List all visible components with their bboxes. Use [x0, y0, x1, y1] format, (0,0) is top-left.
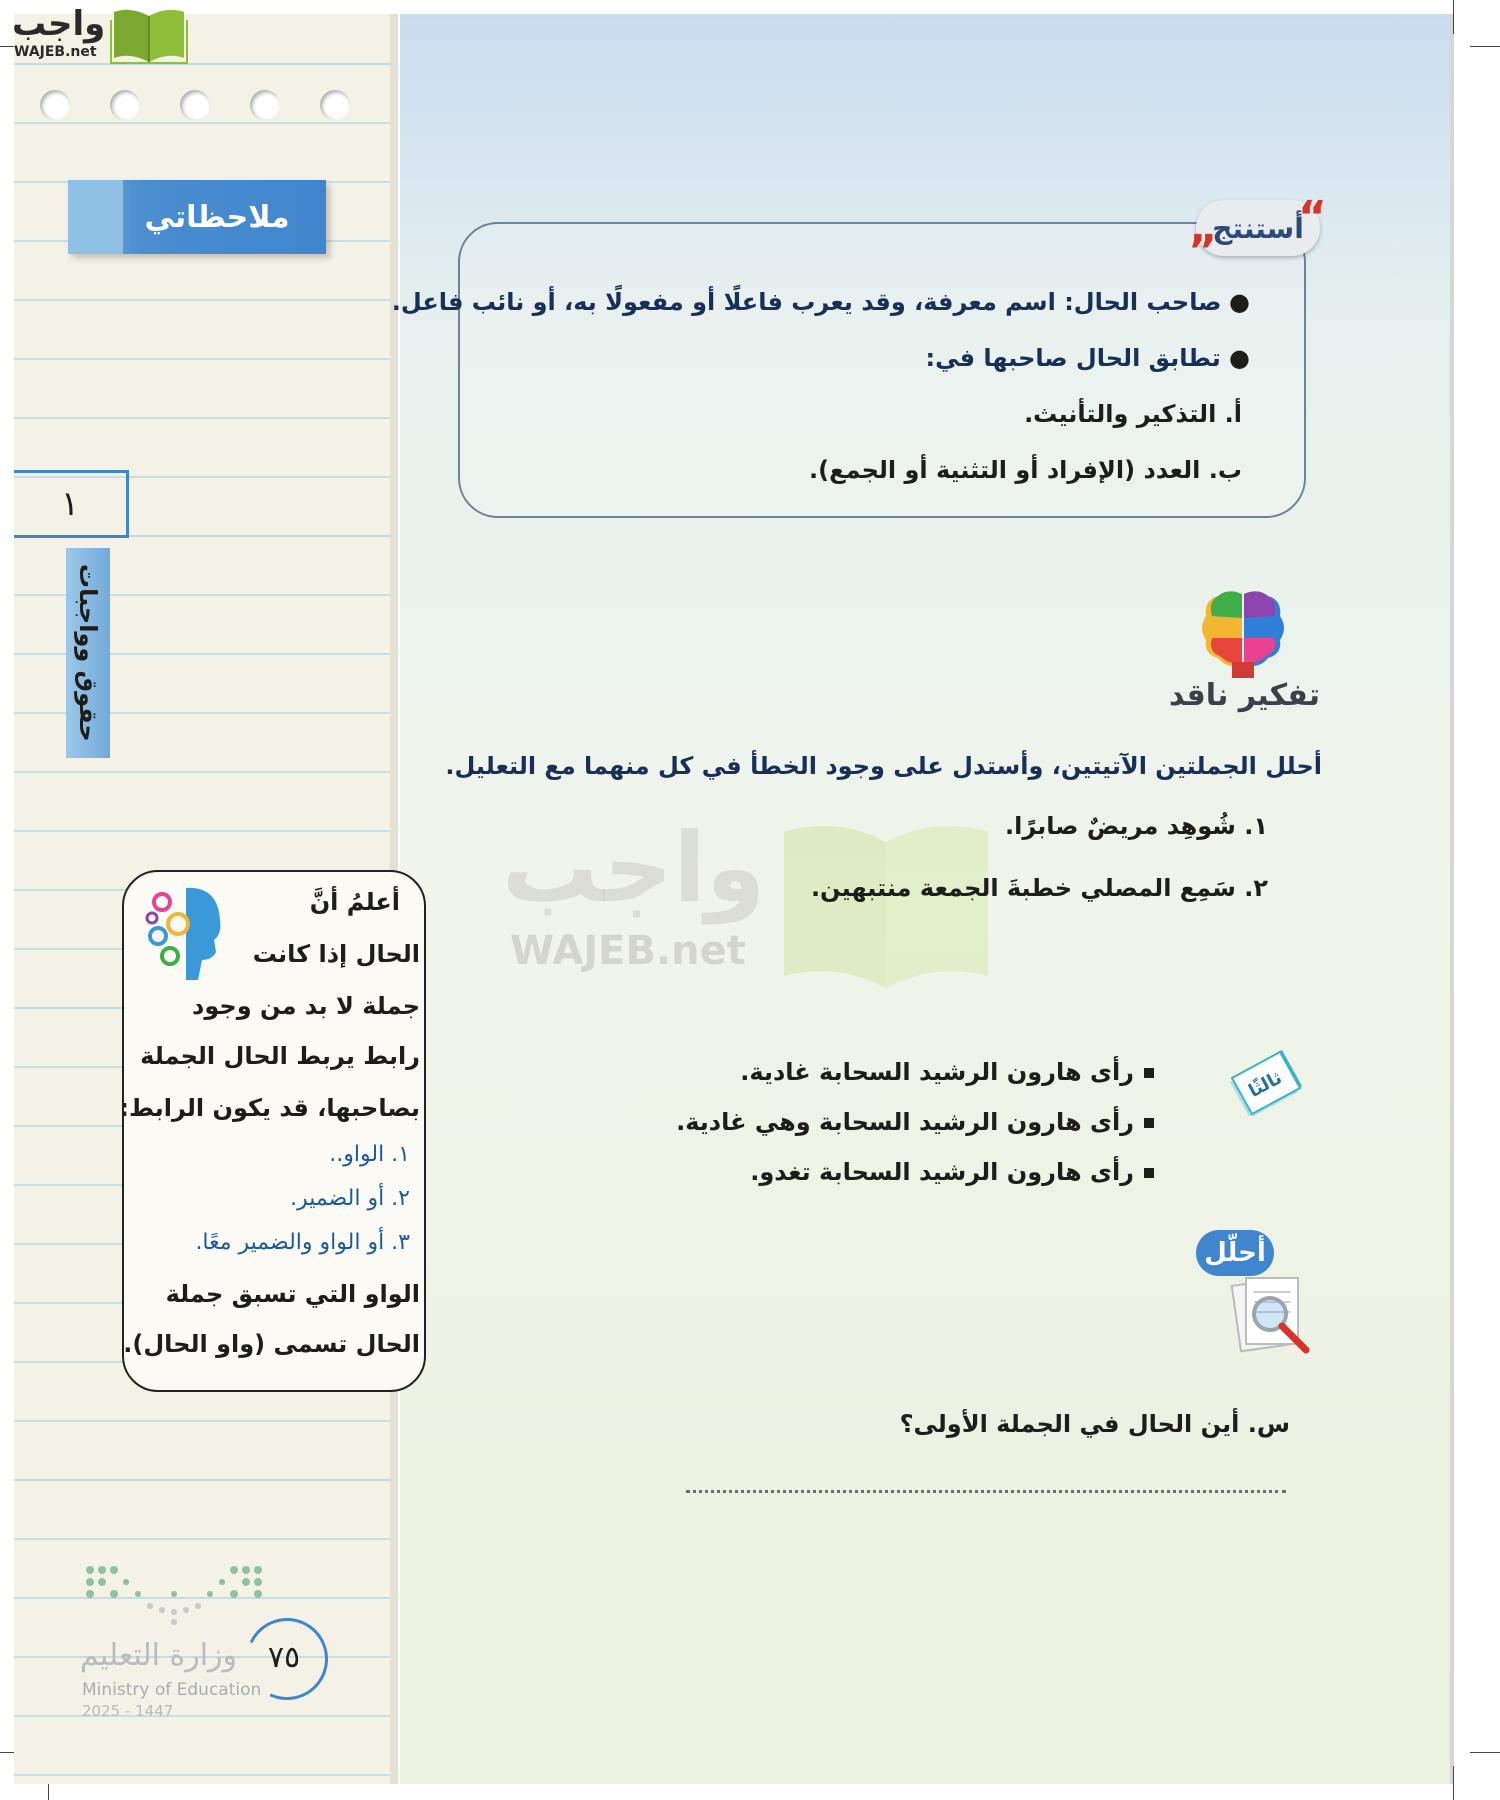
know-line-1: الحال إذا كانت	[252, 940, 420, 968]
square-bullet-icon	[1144, 1068, 1154, 1078]
square-bullet-icon	[1144, 1118, 1154, 1128]
unit-number: ١	[60, 484, 80, 524]
analyze-badge	[1196, 1230, 1274, 1276]
third-sentence-2	[676, 1108, 1154, 1136]
watermark-book-icon	[776, 816, 996, 988]
notes-title: ملاحظاتي	[144, 199, 290, 235]
quote-close-icon: ”	[1188, 226, 1217, 277]
head-gears-icon	[142, 880, 226, 984]
watermark-center-subtext: WAJEB.net	[510, 928, 746, 974]
conclude-point-1: ● صاحب الحال: اسم معرفة، وقد يعرب فاعلًا أو مفعولًا به، أو نائب فاعل.	[391, 288, 1250, 316]
book-logo-icon	[110, 6, 188, 64]
crop-mark	[1470, 46, 1500, 47]
critical-sentence-1: ١. شُوهِد مريضٌ صابرًا.	[1004, 812, 1268, 840]
know-item-1: ١. الواو..	[329, 1142, 410, 1167]
know-line-4: بصاحبها، قد يكون الرابط:	[119, 1094, 420, 1122]
crop-mark	[1453, 0, 1454, 34]
critical-sentence-2: ٢. سَمِع المصلي خطبةَ الجمعة منتبهين.	[810, 874, 1268, 902]
logo-text: واجب	[12, 4, 106, 44]
analyze-badge-label: أحلّل	[1204, 1238, 1266, 1268]
third-sentence-1-text: رأى هارون الرشيد السحابة غادية.	[740, 1058, 1134, 1086]
conclude-point-1-text: اسم معرفة، وقد يعرب فاعلًا أو مفعولًا به، أو نائب فاعل.	[391, 288, 1065, 316]
third-sentence-3	[750, 1158, 1154, 1186]
conclude-badge-label: أستنتج	[1212, 211, 1304, 245]
conclude-point-2: ● تطابق الحال صاحبها في:	[925, 344, 1250, 372]
answer-dotted-line[interactable]	[686, 1480, 1286, 1493]
know-closing-2: الحال تسمى (واو الحال).	[123, 1330, 420, 1358]
third-sentence-1	[740, 1058, 1154, 1086]
critical-thinking-title: تفكير ناقد	[1168, 678, 1320, 713]
binder-ring	[40, 90, 70, 120]
analyze-question: س. أين الحال في الجملة الأولى؟	[899, 1410, 1290, 1438]
third-sentence-3-text: رأى هارون الرشيد السحابة تغدو.	[750, 1158, 1134, 1186]
unit-number-box	[14, 470, 129, 538]
know-item-2: ٢. أو الضمير.	[290, 1186, 410, 1211]
conclude-sub-a: أ. التذكير والتأنيث.	[1024, 400, 1242, 428]
conclude-point-1-label: صاحب الحال:	[1064, 288, 1222, 316]
ministry-logo-icon	[84, 1562, 264, 1626]
notes-tab-edge	[68, 180, 123, 254]
binder-ring	[110, 90, 140, 120]
brain-icon	[1198, 588, 1288, 680]
ministry-name-english: Ministry of Education	[82, 1680, 262, 1700]
ministry-year: 2025 - 1447	[82, 1702, 174, 1720]
know-line-3: رابط يربط الحال الجملة	[140, 1042, 420, 1070]
logo-subtext: WAJEB.net	[14, 44, 97, 60]
know-line-2: جملة لا بد من وجود	[192, 992, 420, 1020]
crop-mark	[1453, 1766, 1454, 1800]
third-badge-label: ثالثًا	[1245, 1067, 1286, 1103]
unit-title: حقوق وواجبات	[74, 564, 102, 742]
know-closing-1: الواو التي تسبق جملة	[165, 1280, 420, 1308]
binder-ring	[180, 90, 210, 120]
unit-title-tab	[66, 548, 110, 758]
third-sticker-icon	[1226, 1046, 1308, 1116]
third-sentence-2-text: رأى هارون الرشيد السحابة وهي غادية.	[676, 1108, 1134, 1136]
know-item-3: ٣. أو الواو والضمير معًا.	[195, 1230, 410, 1255]
conclude-point-2-text: تطابق الحال صاحبها في:	[925, 344, 1221, 372]
square-bullet-icon	[1144, 1168, 1154, 1178]
page-edge	[1450, 14, 1454, 1784]
conclude-sub-b: ب. العدد (الإفراد أو التثنية أو الجمع).	[809, 456, 1242, 484]
binder-ring	[250, 90, 280, 120]
magnifier-document-icon	[1226, 1274, 1316, 1356]
watermark-center-text: واجب	[502, 812, 766, 924]
quote-open-icon: “	[1298, 192, 1327, 243]
page-number: ٧٥	[267, 1640, 301, 1675]
crop-mark	[1470, 1752, 1500, 1753]
know-heading: أعلمُ أنَّ	[309, 888, 400, 916]
binder-ring	[320, 90, 350, 120]
critical-instruction: أحلل الجملتين الآتيتين، وأستدل على وجود الخطأ في كل منهما مع التعليل.	[445, 752, 1322, 780]
ministry-name-arabic: وزارة التعليم	[80, 1638, 238, 1673]
